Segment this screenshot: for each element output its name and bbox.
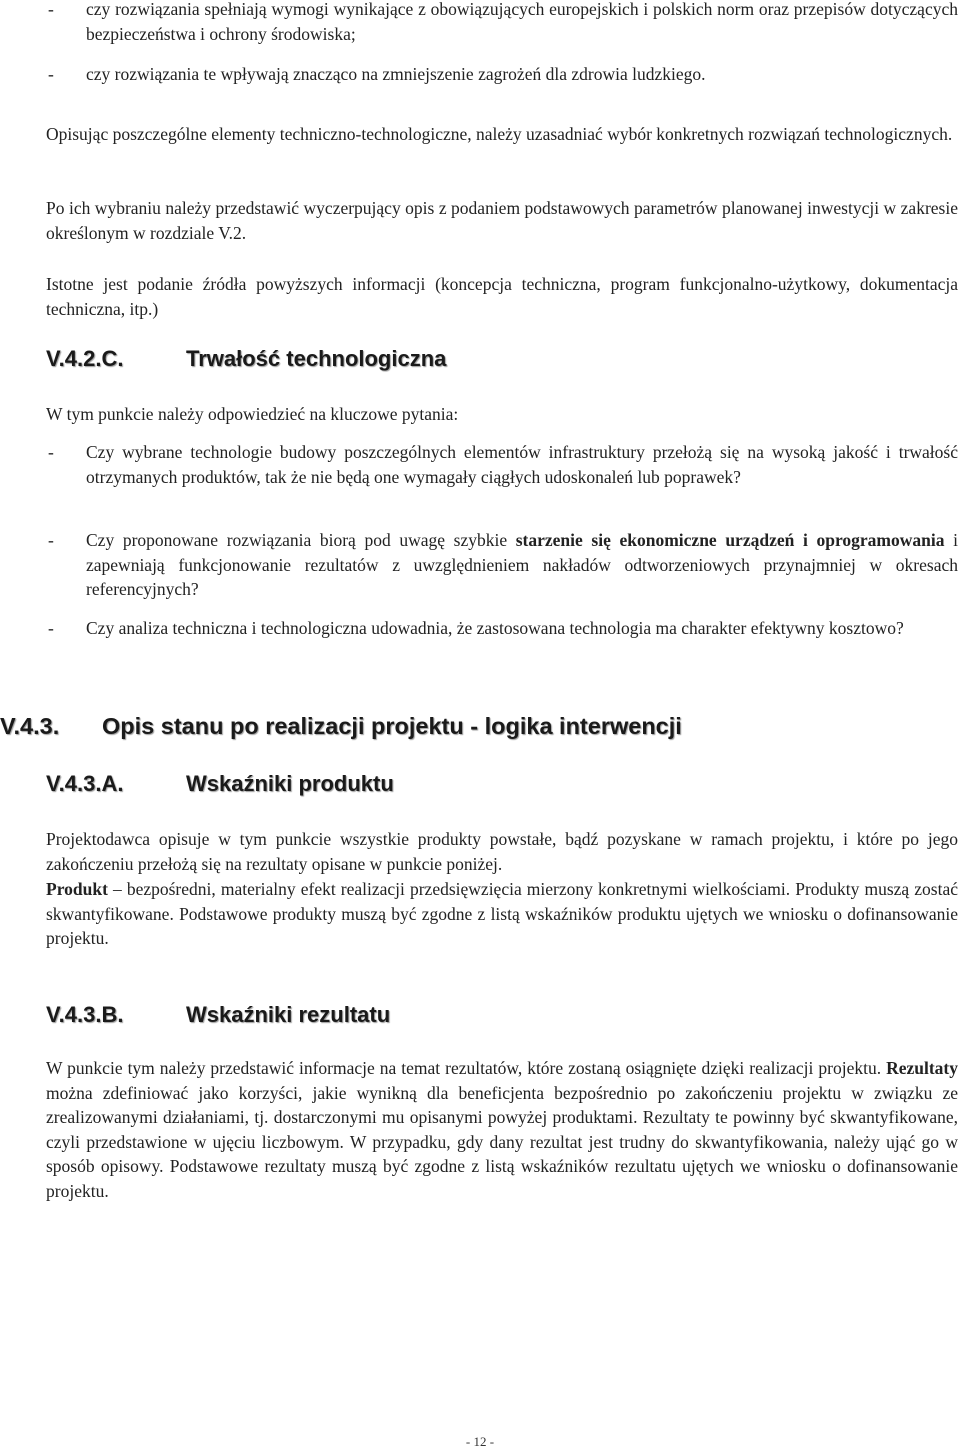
paragraph-po-ich-wybraniu: Po ich wybraniu należy przedstawić wyczerpujący opis z podaniem podstawowych parametrów planowanej inwestycji w zakresie określonym w rozdziale V.2. [46, 198, 958, 243]
list-item [0, 62, 958, 87]
section-heading-v43a [46, 771, 746, 801]
section-title: Wskaźniki produktu [186, 771, 394, 796]
section-number: V.4.3.A. [46, 771, 124, 796]
section-heading-v43 [0, 713, 900, 745]
section-heading-v43b [46, 1002, 746, 1032]
dash-marker: - [48, 530, 54, 550]
section-title: Opis stanu po realizacji projektu - logika interwencji [102, 713, 682, 739]
section-number: V.4.3. [0, 713, 60, 739]
list-item-text: czy rozwiązania te wpływają znacząco na zmniejszenie zagrożeń dla zdrowia ludzkiego. [86, 64, 706, 84]
definition-text: – bezpośredni, materialny efekt realizacji przedsięwzięcia mierzony konkretnymi wielkościami. Produkty muszą zostać skwantyfikowane. Podstawowe produkty muszą być zgodne z listą wskaźników produktu ujętych we wniosku o dofinansowanie projektu. [46, 879, 958, 948]
term-produkt: Produkt [46, 879, 108, 899]
term-rezultaty: Rezultaty [886, 1058, 958, 1078]
paragraph-intro-questions: W tym punkcie należy odpowiedzieć na kluczowe pytania: [46, 404, 459, 424]
dash-marker: - [48, 64, 54, 84]
list-item-text: Czy wybrane technologie budowy poszczególnych elementów infrastruktury przełożą się na wysoką jakość i trwałość otrzymanych produktów, tak że nie będą one wymagały ciągłych udoskonaleń lub poprawek? [86, 442, 958, 487]
section-title: Trwałość technologiczna [186, 346, 447, 371]
list-item-text-end: i zapewniają funkcjonowanie rezultatów z uwzględnieniem nakładów odtworzeniowych przynajmniej w okresach referencyjnych? [86, 530, 958, 599]
section-number: V.4.3.B. [46, 1002, 124, 1027]
list-item [0, 616, 958, 641]
list-item [0, 528, 958, 602]
list-item [0, 0, 958, 46]
paragraph-istotne: Istotne jest podanie źródła powyższych informacji (koncepcja techniczna, program funkcjonalno-użytkowy, dokumentacja techniczna, itp.) [46, 274, 958, 319]
page-number: - 12 - [465, 1434, 495, 1449]
dash-marker: - [48, 618, 54, 638]
paragraph-rezultaty [46, 1056, 958, 1203]
section-heading-v42c [46, 346, 746, 376]
list-item [0, 440, 958, 489]
paragraph-produkty: Projektodawca opisuje w tym punkcie wszystkie produkty powstałe, bądź pozyskane w ramach projektu, i które po jego zakończeniu przełożą się na rezultaty opisane w punkcie poniżej. [46, 829, 958, 874]
rezultaty-text-end: można zdefiniować jako korzyści, jakie wynikną dla beneficjenta bezpośrednio po zakończeniu projektu w związku ze zrealizowanymi działaniami, tj. dostarczonymi mu opisanymi powyżej produktami. Rezultaty te powinny być skwantyfikowane, czyli przedstawione w ujęciu liczbowym. W przypadku, gdy dany rezultat jest trudny do skwantyfikowania, należy ująć go w sposób opisowy. Podstawowe rezultaty muszą być zgodne z listą wskaźników rezultatu ujętych we wniosku o dofinansowanie projektu. [46, 1082, 958, 1201]
section-number: V.4.2.C. [46, 346, 124, 371]
rezultaty-text-start: W punkcie tym należy przedstawić informacje na temat rezultatów, które zostaną osiągnięte dzięki realizacji projektu. [46, 1058, 887, 1078]
dash-marker: - [48, 442, 54, 462]
paragraph-opisujac: Opisując poszczególne elementy techniczno-technologiczne, należy uzasadniać wybór konkretnych rozwiązań technologicznych. [46, 124, 953, 144]
list-item-text: czy rozwiązania spełniają wymogi wynikające z obowiązujących europejskich i polskich norm oraz przepisów dotyczących bezpieczeństwa i ochrony środowiska; [86, 0, 958, 44]
list-item-text: Czy analiza techniczna i technologiczna udowadnia, że zastosowana technologia ma charakter efektywny kosztowo? [86, 618, 904, 638]
dash-marker: - [48, 0, 54, 19]
paragraph-produkt-definition [46, 877, 958, 951]
list-item-text-start: Czy proponowane rozwiązania biorą pod uwagę szybkie [86, 530, 516, 550]
section-title: Wskaźniki rezultatu [186, 1002, 391, 1027]
list-item-text-bold: starzenie się ekonomiczne urządzeń i oprogramowania [515, 530, 945, 550]
